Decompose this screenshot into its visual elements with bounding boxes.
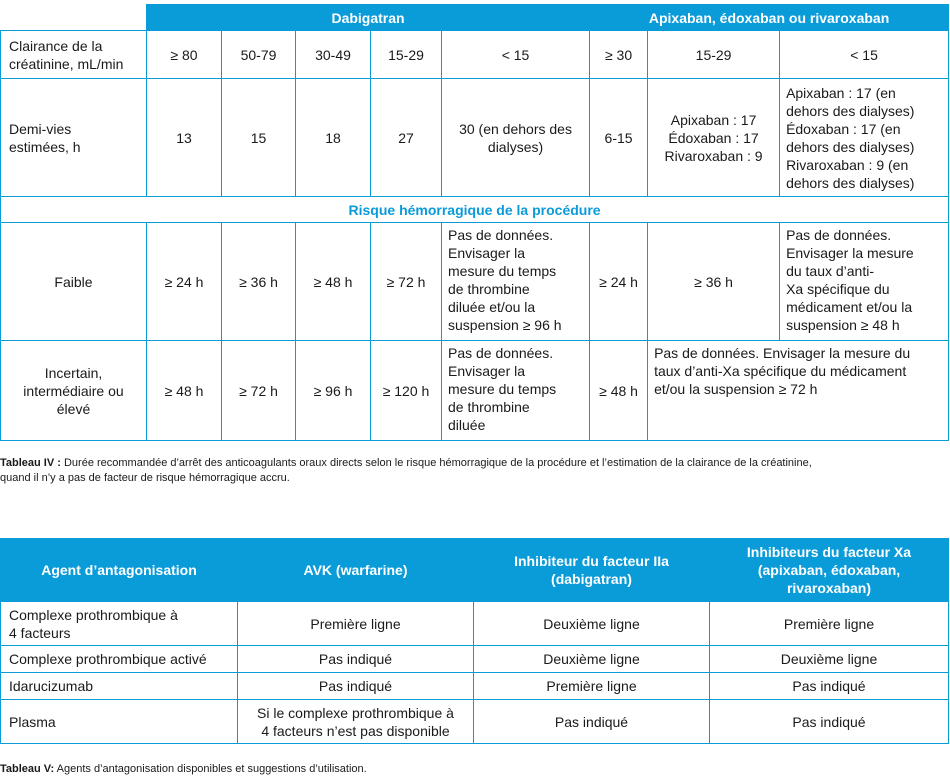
header-dabigatran: Dabigatran (147, 5, 590, 31)
row-label: Idarucizumab (1, 673, 238, 700)
table-v (0, 538, 949, 744)
cell: ≥ 36 h (222, 223, 296, 341)
cell: 30-49 (296, 31, 371, 79)
cell: Apixaban : 17 (en dehors des dialyses) Édoxaban : 17 (en dehors des dialyses) Rivaroxaban : 9 (en dehors des dialyses) (780, 79, 949, 197)
caption-text: Durée recommandée d’arrêt des anticoagulants oraux directs selon le risque hémorragique de la procédure et l’estimation de la clairance de la créatinine, quand il n’y a pas de facteur de risque hémorragique accru. (0, 457, 812, 484)
cell: Si le complexe prothrombique à 4 facteurs n’est pas disponible (238, 700, 474, 744)
cell: 15 (222, 79, 296, 197)
caption-tableau-v (0, 762, 948, 777)
cell: Première ligne (238, 602, 474, 646)
cell: < 15 (780, 31, 949, 79)
cell: 27 (371, 79, 442, 197)
table-row-incertain (1, 341, 949, 441)
cell: ≥ 36 h (648, 223, 780, 341)
header-empty (1, 5, 147, 31)
row-label: Complexe prothrombique activé (1, 646, 238, 673)
cell: Pas de données. Envisager la mesure du taux d’anti-Xa spécifique du médicament et/ou la suspension ≥ 72 h (648, 341, 949, 441)
caption-text: Agents d’antagonisation disponibles et suggestions d’utilisation. (54, 763, 367, 775)
cell: Pas indiqué (710, 700, 949, 744)
cell: Apixaban : 17 Édoxaban : 17 Rivaroxaban : 9 (648, 79, 780, 197)
caption-tableau-iv (0, 456, 948, 486)
cell: ≥ 96 h (296, 341, 371, 441)
cell: Pas indiqué (238, 673, 474, 700)
header-avk: AVK (warfarine) (238, 539, 474, 602)
table-row (1, 602, 949, 646)
cell: ≥ 24 h (590, 223, 648, 341)
cell: Pas indiqué (710, 673, 949, 700)
cell: Pas indiqué (474, 700, 710, 744)
cell: Deuxième ligne (710, 646, 949, 673)
row-label-demivies: Demi-vies estimées, h (1, 79, 147, 197)
cell: 18 (296, 79, 371, 197)
cell: ≥ 48 h (590, 341, 648, 441)
row-label-clairance: Clairance de la créatinine, mL/min (1, 31, 147, 79)
table-row (1, 673, 949, 700)
cell: ≥ 30 (590, 31, 648, 79)
cell: Deuxième ligne (474, 646, 710, 673)
cell: ≥ 48 h (296, 223, 371, 341)
table-row (1, 646, 949, 673)
cell: Pas indiqué (238, 646, 474, 673)
cell: 15-29 (371, 31, 442, 79)
header-xa-inhibitors: Apixaban, édoxaban ou rivaroxaban (590, 5, 949, 31)
row-label-incertain: Incertain, intermédiaire ou élevé (1, 341, 147, 441)
table-row (1, 700, 949, 744)
cell: < 15 (442, 31, 590, 79)
row-label-faible: Faible (1, 223, 147, 341)
subheader-risque: Risque hémorragique de la procédure (1, 197, 949, 223)
cell: Pas de données. Envisager la mesure du taux d’anti- Xa spécifique du médicament et/ou la suspension ≥ 48 h (780, 223, 949, 341)
cell: ≥ 120 h (371, 341, 442, 441)
cell: 50-79 (222, 31, 296, 79)
cell: 13 (147, 79, 222, 197)
caption-label: Tableau V: (0, 763, 55, 775)
cell: 15-29 (648, 31, 780, 79)
cell: 6-15 (590, 79, 648, 197)
cell: ≥ 24 h (147, 223, 222, 341)
table-row-clairance (1, 31, 949, 79)
cell: Deuxième ligne (474, 602, 710, 646)
cell: Pas de données. Envisager la mesure du temps de thrombine diluée et/ou la suspension ≥ 96 h (442, 223, 590, 341)
cell: Première ligne (710, 602, 949, 646)
table-row-demivies (1, 79, 949, 197)
header-iia: Inhibiteur du facteur IIa (dabigatran) (474, 539, 710, 602)
table-row-faible (1, 223, 949, 341)
row-label: Plasma (1, 700, 238, 744)
row-label: Complexe prothrombique à 4 facteurs (1, 602, 238, 646)
cell: ≥ 72 h (222, 341, 296, 441)
cell: ≥ 72 h (371, 223, 442, 341)
cell: ≥ 48 h (147, 341, 222, 441)
table-iv (0, 4, 949, 441)
cell: ≥ 80 (147, 31, 222, 79)
cell: Première ligne (474, 673, 710, 700)
header-xa: Inhibiteurs du facteur Xa (apixaban, édoxaban, rivaroxaban) (710, 539, 949, 602)
cell: 30 (en dehors des dialyses) (442, 79, 590, 197)
caption-label: Tableau IV : (0, 457, 61, 469)
cell: Pas de données. Envisager la mesure du temps de thrombine diluée (442, 341, 590, 441)
header-agent: Agent d’antagonisation (1, 539, 238, 602)
